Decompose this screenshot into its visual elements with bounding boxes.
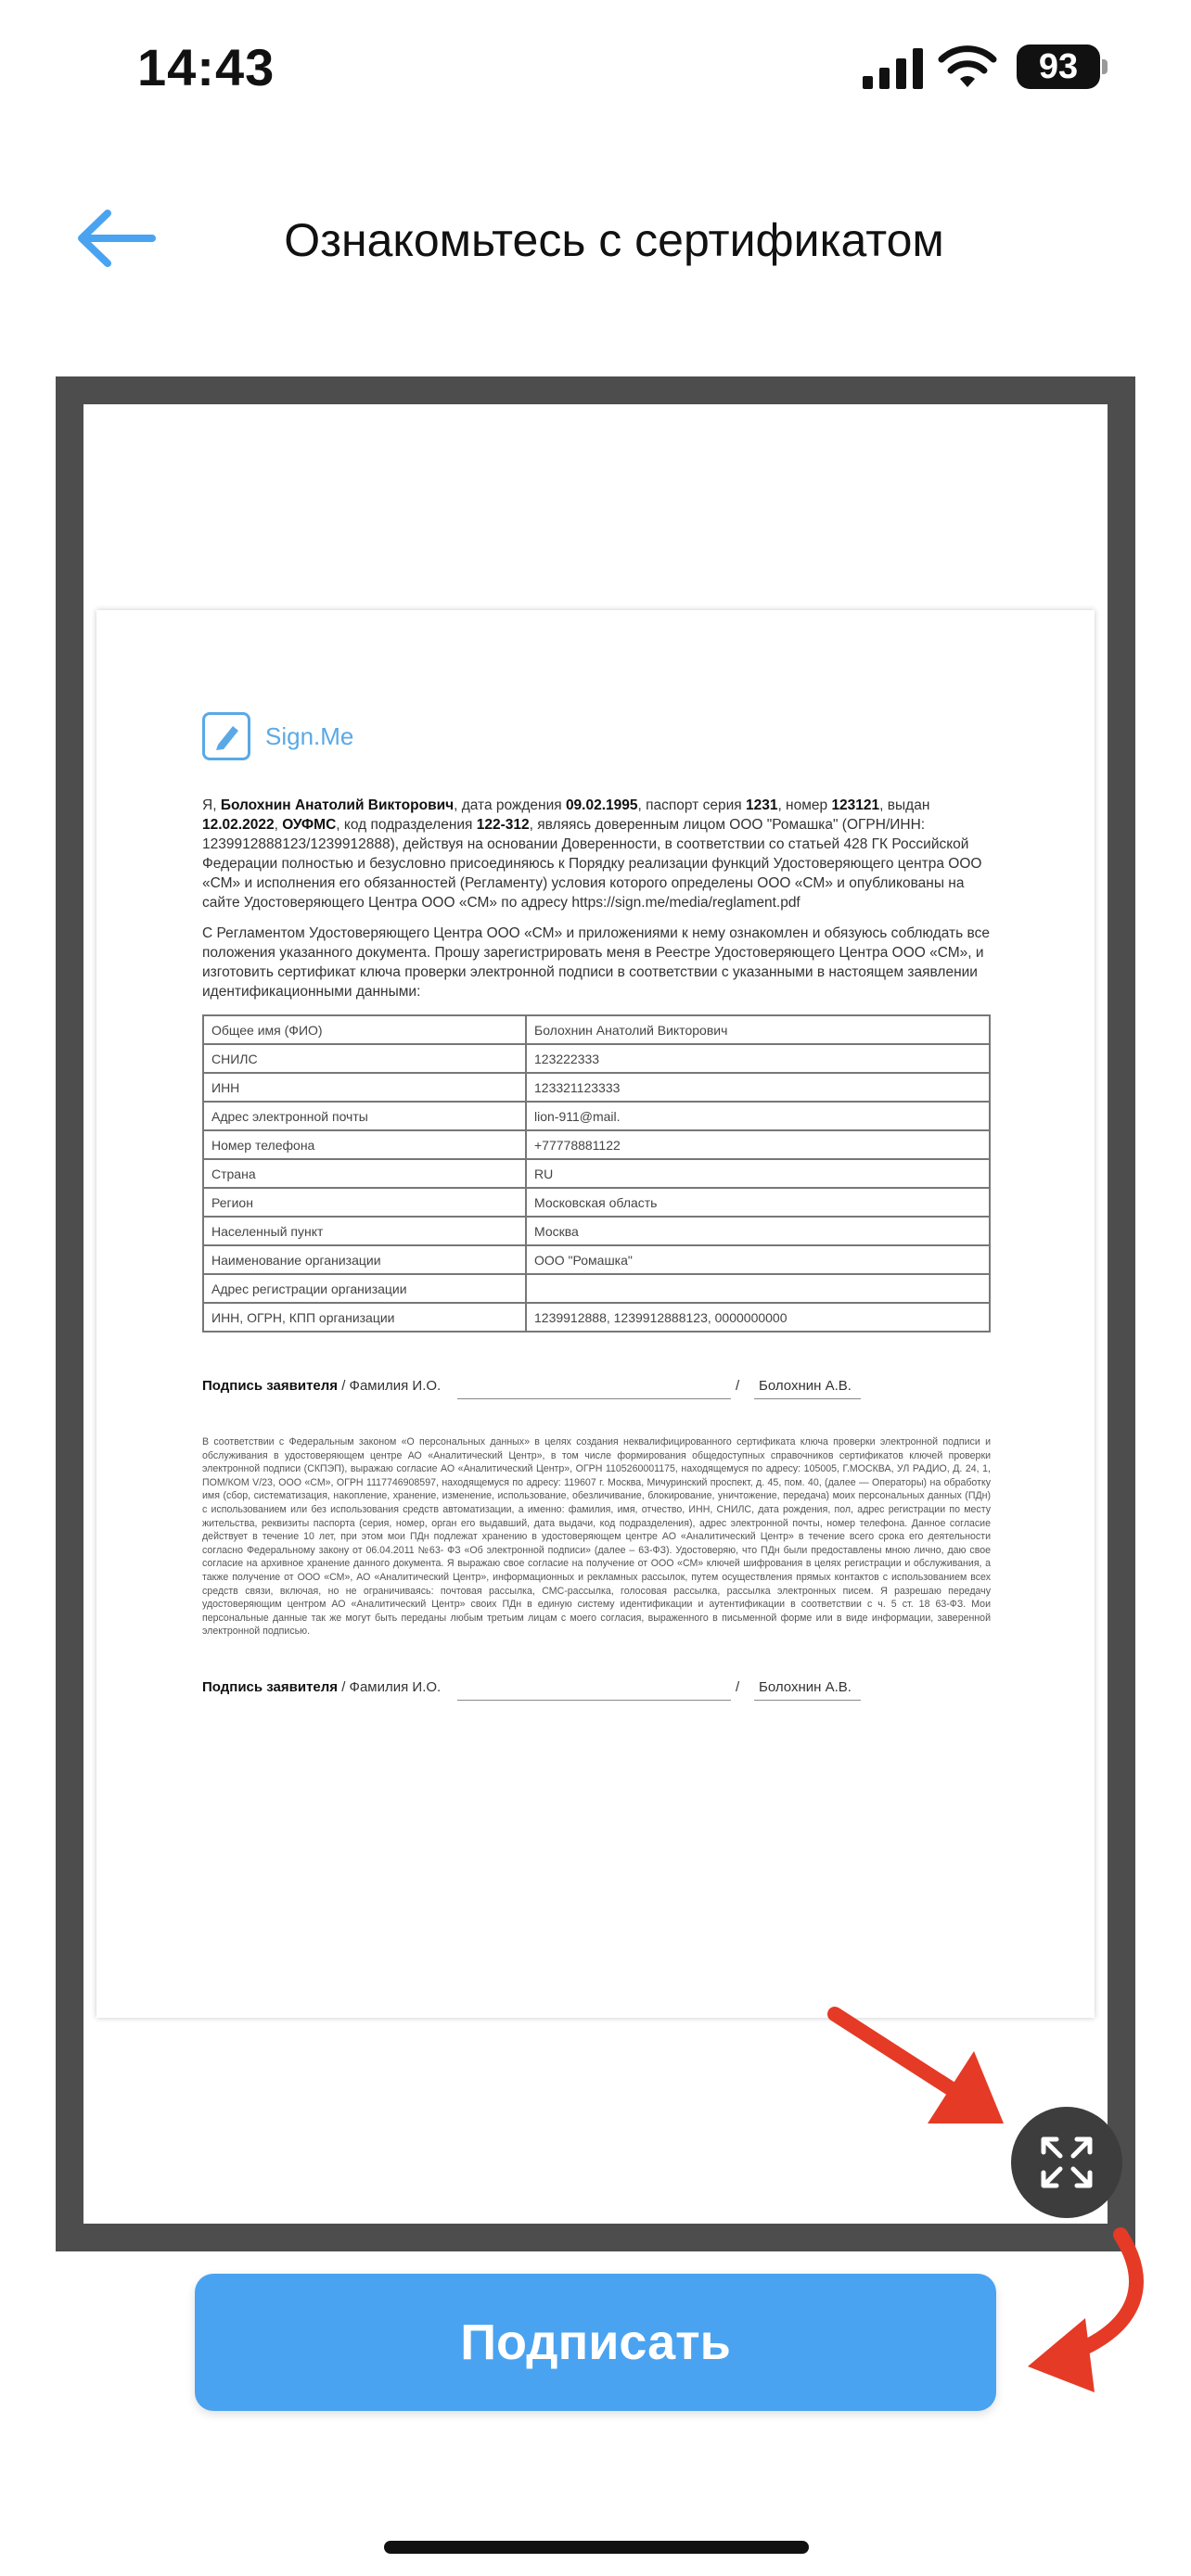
- table-cell-value: +77778881122: [526, 1130, 990, 1159]
- table-cell-value: 123321123333: [526, 1073, 990, 1102]
- table-cell-value: 1239912888, 1239912888123, 0000000000: [526, 1303, 990, 1332]
- table-cell-value: [526, 1274, 990, 1303]
- table-cell-label: Адрес электронной почты: [203, 1102, 526, 1130]
- table-cell-label: ИНН, ОГРН, КПП организации: [203, 1303, 526, 1332]
- table-row: [203, 1274, 990, 1303]
- table-row: [203, 1044, 990, 1073]
- applicant-data-table: [202, 1014, 991, 1333]
- expand-button[interactable]: [1011, 2107, 1122, 2218]
- table-cell-label: ИНН: [203, 1073, 526, 1102]
- status-time: 14:43: [137, 38, 275, 96]
- document-viewport[interactable]: [83, 404, 1108, 2224]
- table-cell-label: Регион: [203, 1188, 526, 1217]
- table-cell-value: Москва: [526, 1217, 990, 1245]
- document-viewer[interactable]: [56, 376, 1135, 2251]
- table-row: [203, 1303, 990, 1332]
- home-indicator: [384, 2541, 809, 2554]
- battery-indicator: 93: [1017, 45, 1100, 89]
- signme-logo-icon: [202, 712, 250, 760]
- table-cell-value: ООО "Ромашка": [526, 1245, 990, 1274]
- table-cell-value: lion-911@mail.: [526, 1102, 990, 1130]
- table-row: [203, 1130, 990, 1159]
- regulation-paragraph: С Регламентом Удостоверяющего Центра ООО «СМ» и приложениями к нему ознакомлен и обязуюсь соблюдать все положения указанного документа. Прошу зарегистрировать меня в Реестре Удостоверяющего Центра ООО «СМ», и изготовить сертификат ключа проверки электронной подписи в соответствии с указанными в настоящем заявлении идентификационными данными:: [202, 925, 990, 1000]
- table-row: [203, 1245, 990, 1274]
- page-title: Ознакомьтесь с сертификатом: [284, 214, 944, 266]
- table-cell-label: Страна: [203, 1159, 526, 1188]
- table-cell-label: Номер телефона: [203, 1130, 526, 1159]
- table-cell-label: Населенный пункт: [203, 1217, 526, 1245]
- signer-name: Болохнин А.В.: [759, 1378, 852, 1394]
- signer-name: Болохнин А.В.: [759, 1679, 852, 1695]
- table-cell-value: Болохнин Анатолий Викторович: [526, 1015, 990, 1044]
- table-row: [203, 1159, 990, 1188]
- table-cell-label: СНИЛС: [203, 1044, 526, 1073]
- table-cell-label: Наименование организации: [203, 1245, 526, 1274]
- annotation-arrow-2: [1028, 2235, 1136, 2392]
- signal-icon: [863, 48, 928, 89]
- table-row: [203, 1015, 990, 1044]
- signature-line-2: Подпись заявителя / Фамилия И.О. / Болохнин А.В.: [202, 1679, 991, 1695]
- table-row: [203, 1102, 990, 1130]
- expand-icon: [1038, 2134, 1095, 2191]
- table-cell-value: Московская область: [526, 1188, 990, 1217]
- table-row: [203, 1188, 990, 1217]
- table-row: [203, 1217, 990, 1245]
- table-row: [203, 1073, 990, 1102]
- logo-text: Sign.Me: [265, 721, 354, 750]
- sign-button[interactable]: Подписать: [195, 2274, 996, 2411]
- consent-text: В соответствии с Федеральным законом «О персональных данных» в целях создания неквалифицированного сертификата ключа проверки электронной подписи и обслуживания в удостоверяющем центре АО «Аналитический Центр», в том числе формирования общедоступных справочников сертификатов ключей проверки электронной подписи (СКПЭП), выражаю согласие АО «Аналитический Центр», ОГРН 1105260001175, находящемуся по адресу: 105005, Г.МОСКВА, УЛ РАДИО, Д. 24, 1, ПОМ/КОМ V/23, ООО «СМ», ОГРН 1117746908597, находящемуся по адресу: 119607 г. Москва, Мичуринский проспект, д. 45, пом. 40, (далее — Операторы) на обработку имя (сбор, систематизация, накопление, хранение, изменение, использование, обезличивание, блокирование, уничтожение, передача) моих персональных данных (ПДн) с использованием или без использования средств автоматизации, а именно: фамилия, имя, отчество, ИНН, СНИЛС, дата рождения, пол, адрес регистрации по месту жительства, реквизиты паспорта (серия, номер, орган его выдавший, дата выдачи, код подразделения), адрес электронной почты, номер телефона. Данное согласие действует в течение 10 лет, при этом мои ПДн подлежат хранению в удостоверяющем центре АО «Аналитический Центр» в течение всего срока его деятельности согласно Федеральному закону от 06.04.2011 №63- ФЗ «Об электронной подписи» (далее – 63-ФЗ). Удостоверяю, что ПДн были предоставлены мною лично, даю свое согласие на архивное хранение данного документа. Я выражаю свое согласие на получение от ООО «СМ» ключей шифрования в целях регистрации и обслуживания, а также получение от ООО «СМ», АО «Аналитический Центр», информационных и рекламных рассылок, путем осуществления прямых контактов с использованием всех средств связи, включая, но не ограничиваясь: почтовая рассылка, СМС-рассылка, голосовая рассылка, рассылка электронных писем. Я разрешаю передачу удостоверяющим центром АО «Аналитический Центр» своих ПДн в единую систему идентификации и аутентификации в соответствии с ч. 5 ст. 18 63-ФЗ. Мои персональные данные так же могут быть переданы любым третьим лицам с моего согласия, выраженного в письменной форме или в виде информации, заверенной электронной подписью.: [202, 1436, 991, 1638]
- table-cell-value: 123222333: [526, 1044, 990, 1073]
- table-cell-label: Адрес регистрации организации: [203, 1274, 526, 1303]
- signme-logo: [202, 712, 353, 760]
- wifi-icon: [937, 45, 998, 89]
- battery-tip: [1102, 59, 1108, 74]
- table-cell-value: RU: [526, 1159, 990, 1188]
- document-page: [96, 610, 1095, 2018]
- intro-paragraph: Я, Болохнин Анатолий Викторович, дата рождения 09.02.1995, паспорт серия 1231, номер 123121, выдан 12.02.2022, ОУФМС, код подразделения 122-312, являясь доверенным лицом ООО "Ромашка" (ОГРН/ИНН: 1239912888123/1239912888), действуя на основании Доверенности, в соответствии со статьей 428 ГК Российской Федерации полностью и безусловно присоединяюсь к Порядку реализации функций Удостоверяющего центра ООО «СМ» и исполнения его обязанностей (Регламенту) условия которого определены ООО «СМ» и опубликованы на сайте Удостоверяющего Центра ООО «СМ» по адресу https://sign.me/media/reglament.pdf: [202, 797, 982, 911]
- signature-line-1: Подпись заявителя / Фамилия И.О. / Болохнин А.В.: [202, 1378, 991, 1394]
- table-cell-label: Общее имя (ФИО): [203, 1015, 526, 1044]
